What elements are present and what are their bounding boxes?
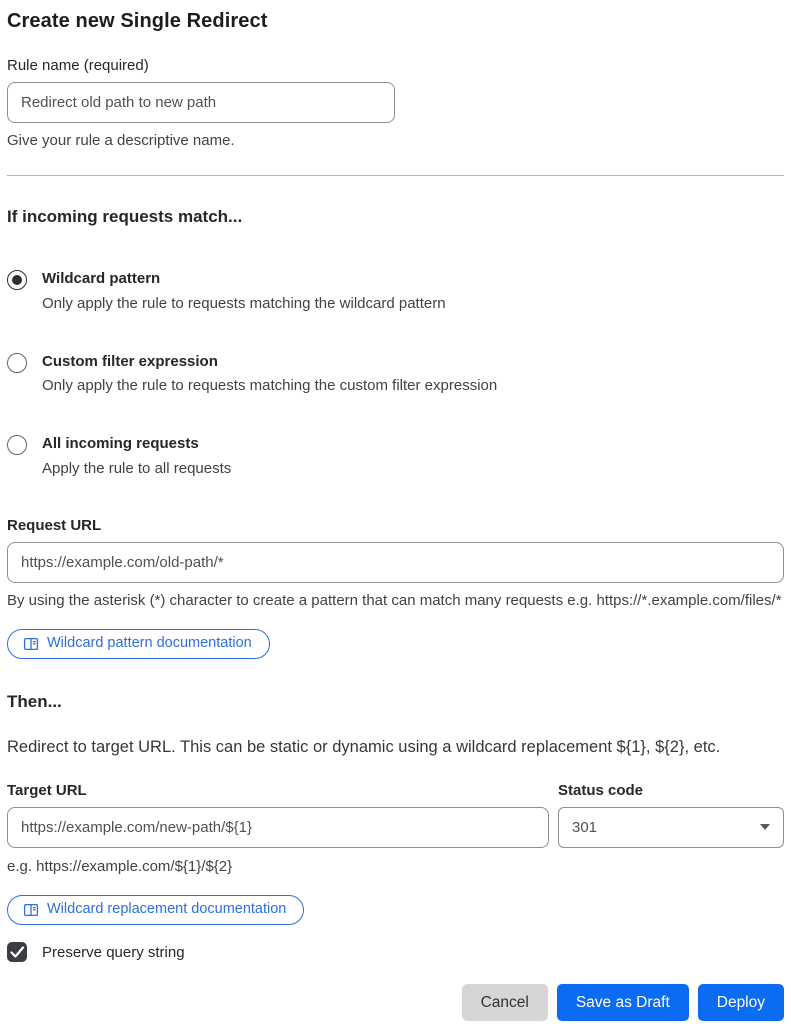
status-code-select[interactable] [558,807,784,848]
preserve-query-checkbox-row[interactable] [7,942,784,962]
wildcard-replacement-doc-button[interactable] [7,895,304,925]
then-intro-text: Redirect to target URL. This can be static or dynamic using a wildcard replacement ${1}, ${2}, etc. [7,738,721,757]
book-icon [23,636,39,652]
match-section-heading: If incoming requests match... [7,207,243,227]
request-url-helper: By using the asterisk (*) character to create a pattern that can match many requests e.g. https://*.example.com/files/* [7,591,782,609]
radio-all-incoming-requests[interactable] [7,434,784,479]
request-url-field [7,517,784,612]
checkbox-icon[interactable] [7,942,27,962]
target-url-helper: e.g. https://example.com/${1}/${2} [7,857,233,875]
match-type-radio-group [7,269,784,479]
radio-label: Wildcard pattern [42,270,161,288]
cancel-button[interactable]: Cancel [462,984,548,1021]
preserve-query-label: Preserve query string [42,943,185,961]
page-title: Create new Single Redirect [7,10,268,32]
rule-name-field [7,57,784,152]
rule-name-input[interactable] [7,82,395,123]
rule-name-helper: Give your rule a descriptive name. [7,132,235,149]
radio-description: Only apply the rule to requests matching the wildcard pattern [42,294,446,312]
radio-label: Custom filter expression [42,352,218,370]
target-row [7,782,784,878]
section-divider [7,175,784,176]
status-code-field [558,782,784,878]
rule-name-label: Rule name (required) [7,57,149,74]
deploy-button[interactable]: Deploy [698,984,784,1021]
radio-button-icon[interactable] [7,270,27,290]
status-code-value: 301 [572,818,598,836]
radio-wildcard-pattern[interactable] [7,269,784,314]
request-url-label: Request URL [7,516,102,534]
radio-description: Only apply the rule to requests matching the custom filter expression [42,377,498,394]
radio-custom-filter-expression[interactable] [7,352,784,397]
save-as-draft-button[interactable]: Save as Draft [557,984,689,1021]
target-url-input[interactable] [7,807,549,848]
doc-button-label: Wildcard replacement documentation [47,900,287,917]
doc-button-label: Wildcard pattern documentation [47,635,252,651]
radio-description: Apply the rule to all requests [42,459,232,477]
radio-button-icon[interactable] [7,435,27,455]
target-url-label: Target URL [7,781,87,799]
radio-button-icon[interactable] [7,353,27,373]
wildcard-pattern-doc-button[interactable] [7,629,270,659]
book-icon [23,902,39,918]
radio-label: All incoming requests [42,435,199,453]
chevron-down-icon [760,824,770,830]
then-section-heading: Then... [7,692,62,712]
request-url-input[interactable] [7,542,784,583]
footer-action-bar [7,984,784,1021]
target-url-field [7,782,549,878]
status-code-label: Status code [558,781,644,799]
